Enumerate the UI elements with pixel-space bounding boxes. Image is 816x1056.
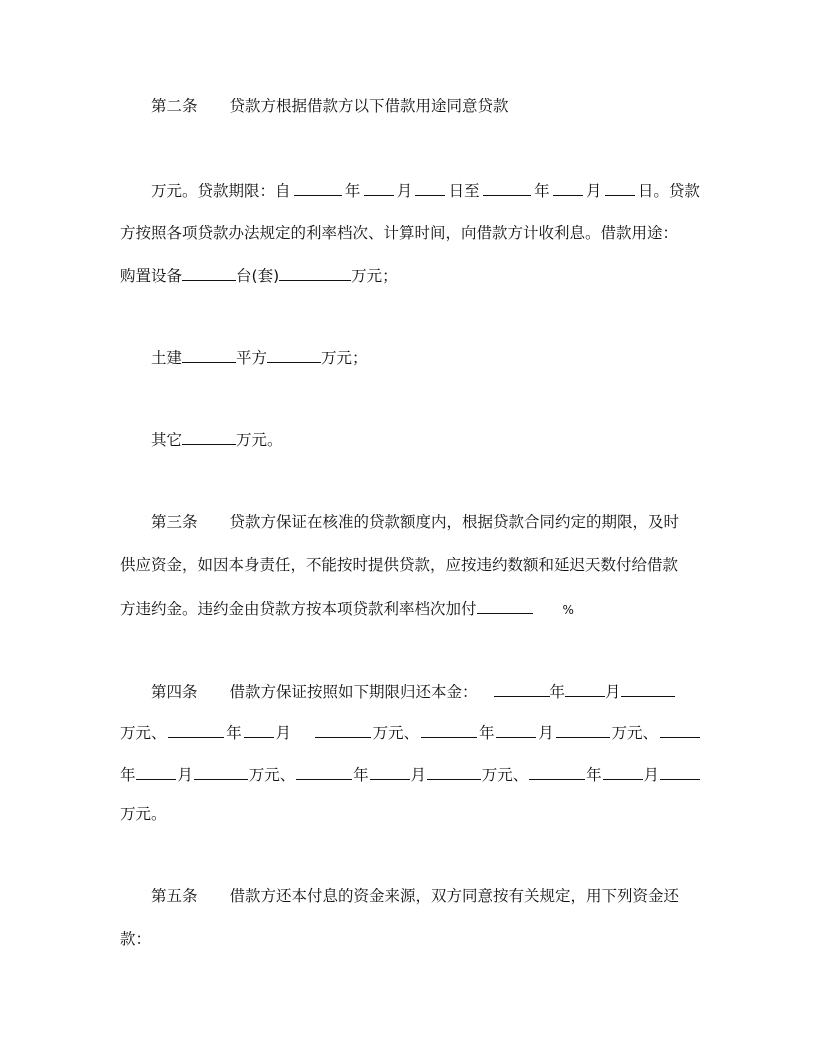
blank-repay-year-4-start[interactable]: [660, 721, 700, 738]
blank-day-end[interactable]: [605, 179, 635, 196]
text: 方按照各项贷款办法规定的利率档次、计算时间，向借款方计收利息。借款用途：: [120, 224, 679, 242]
text: 月: [643, 766, 660, 784]
text: 平方: [236, 349, 268, 367]
blank-repay-amount-4[interactable]: [194, 763, 248, 780]
article-3-line-2: [120, 555, 700, 575]
text: 万元、: [120, 724, 167, 742]
text: 贷款方保证在核准的贷款额度内，根据贷款合同约定的期限，及时: [229, 513, 680, 531]
blank-repay-year-5[interactable]: [296, 763, 352, 780]
blank-repay-month-5[interactable]: [370, 763, 410, 780]
blank-repay-amount-2[interactable]: [315, 721, 371, 738]
article-2-text: 贷款方根据借款方以下借款用途同意贷款: [229, 97, 509, 115]
other-line: [151, 428, 700, 450]
text: 万元；: [351, 267, 398, 285]
article-4-heading: [151, 680, 700, 702]
article-4-line-4: [120, 804, 700, 824]
text: 日至: [448, 182, 480, 200]
text: 万元、: [372, 724, 420, 742]
article-5-heading: [151, 886, 700, 906]
blank-repay-amount-1[interactable]: [621, 680, 675, 697]
text: 年: [549, 683, 566, 701]
text: 月: [605, 683, 621, 701]
blank-repay-month-4[interactable]: [136, 763, 176, 780]
article-2-heading: [151, 96, 700, 116]
text: 方违约金。违约金由贷款方按本项贷款利率档次加付: [120, 600, 477, 618]
blank-repay-month-1[interactable]: [565, 680, 605, 697]
article-5-label: 第五条: [151, 887, 198, 905]
text: 年: [344, 182, 361, 200]
text: 年: [353, 766, 369, 784]
text: 月: [275, 724, 292, 742]
blank-repay-month-2[interactable]: [244, 721, 274, 738]
text: 借款方保证按照如下期限归还本金：: [229, 683, 478, 701]
text: 其它: [151, 431, 183, 449]
text: 月: [585, 182, 602, 200]
article-2-term-line: [151, 179, 700, 201]
text: 台(套): [236, 267, 280, 285]
article-4-label: 第四条: [151, 683, 198, 701]
blank-year-end[interactable]: [483, 179, 531, 196]
article-5-line-2: [120, 929, 700, 949]
article-3-line-3: [120, 597, 700, 620]
percent-sign: %: [562, 603, 574, 617]
text: 年: [534, 182, 550, 200]
blank-construction-amount[interactable]: [267, 346, 321, 363]
article-2-interest-line: [120, 223, 700, 243]
blank-repay-amount-5[interactable]: [427, 763, 481, 780]
blank-year-start[interactable]: [294, 179, 342, 196]
blank-repay-amount-3[interactable]: [556, 721, 610, 738]
blank-construction-area[interactable]: [182, 346, 236, 363]
blank-repay-year-3[interactable]: [421, 721, 477, 738]
blank-day-start[interactable]: [415, 179, 445, 196]
construction-line: [151, 346, 700, 368]
blank-repay-year-1[interactable]: [494, 680, 550, 697]
text: 日。贷款: [637, 182, 700, 200]
blank-month-start[interactable]: [364, 179, 394, 196]
article-4-line-3: [120, 763, 700, 785]
text: 借款方还本付息的资金来源，双方同意按有关规定，用下列资金还: [229, 887, 680, 905]
blank-other-amount[interactable]: [182, 428, 236, 445]
text: 万元。: [236, 431, 283, 449]
text: 土建: [151, 349, 183, 367]
text: 年: [586, 766, 602, 784]
text: 款：: [120, 930, 152, 948]
blank-repay-amount-6[interactable]: [660, 763, 700, 780]
article-3-heading: [151, 512, 700, 532]
text: 供应资金，如因本身责任，不能按时提供贷款，应按违约数额和延迟天数付给借款: [120, 556, 679, 574]
article-4-line-2: [120, 721, 700, 743]
blank-month-end[interactable]: [553, 179, 583, 196]
article-2-equipment-line: [120, 264, 700, 286]
article-2-label: 第二条: [151, 97, 198, 115]
text: 万元。: [120, 805, 167, 823]
text: 月: [538, 724, 554, 742]
text: 年: [478, 724, 495, 742]
text: 年: [120, 766, 136, 784]
text: 万元。贷款期限：自: [151, 182, 291, 200]
text: 月: [396, 182, 413, 200]
blank-equipment-sets[interactable]: [182, 264, 236, 281]
text: 年: [226, 724, 242, 742]
blank-equipment-amount[interactable]: [279, 264, 351, 281]
blank-repay-month-6[interactable]: [603, 763, 643, 780]
text: 万元、: [481, 766, 529, 784]
article-3-label: 第三条: [151, 513, 198, 531]
text: 月: [177, 766, 193, 784]
text: 万元、: [611, 724, 658, 742]
text: 万元；: [321, 349, 368, 367]
blank-repay-month-3[interactable]: [496, 721, 536, 738]
text: 购置设备: [120, 267, 183, 285]
text: 月: [410, 766, 426, 784]
blank-repay-year-2[interactable]: [168, 721, 224, 738]
blank-penalty-rate[interactable]: [477, 597, 533, 614]
text: 万元、: [248, 766, 296, 784]
blank-repay-year-6[interactable]: [529, 763, 585, 780]
